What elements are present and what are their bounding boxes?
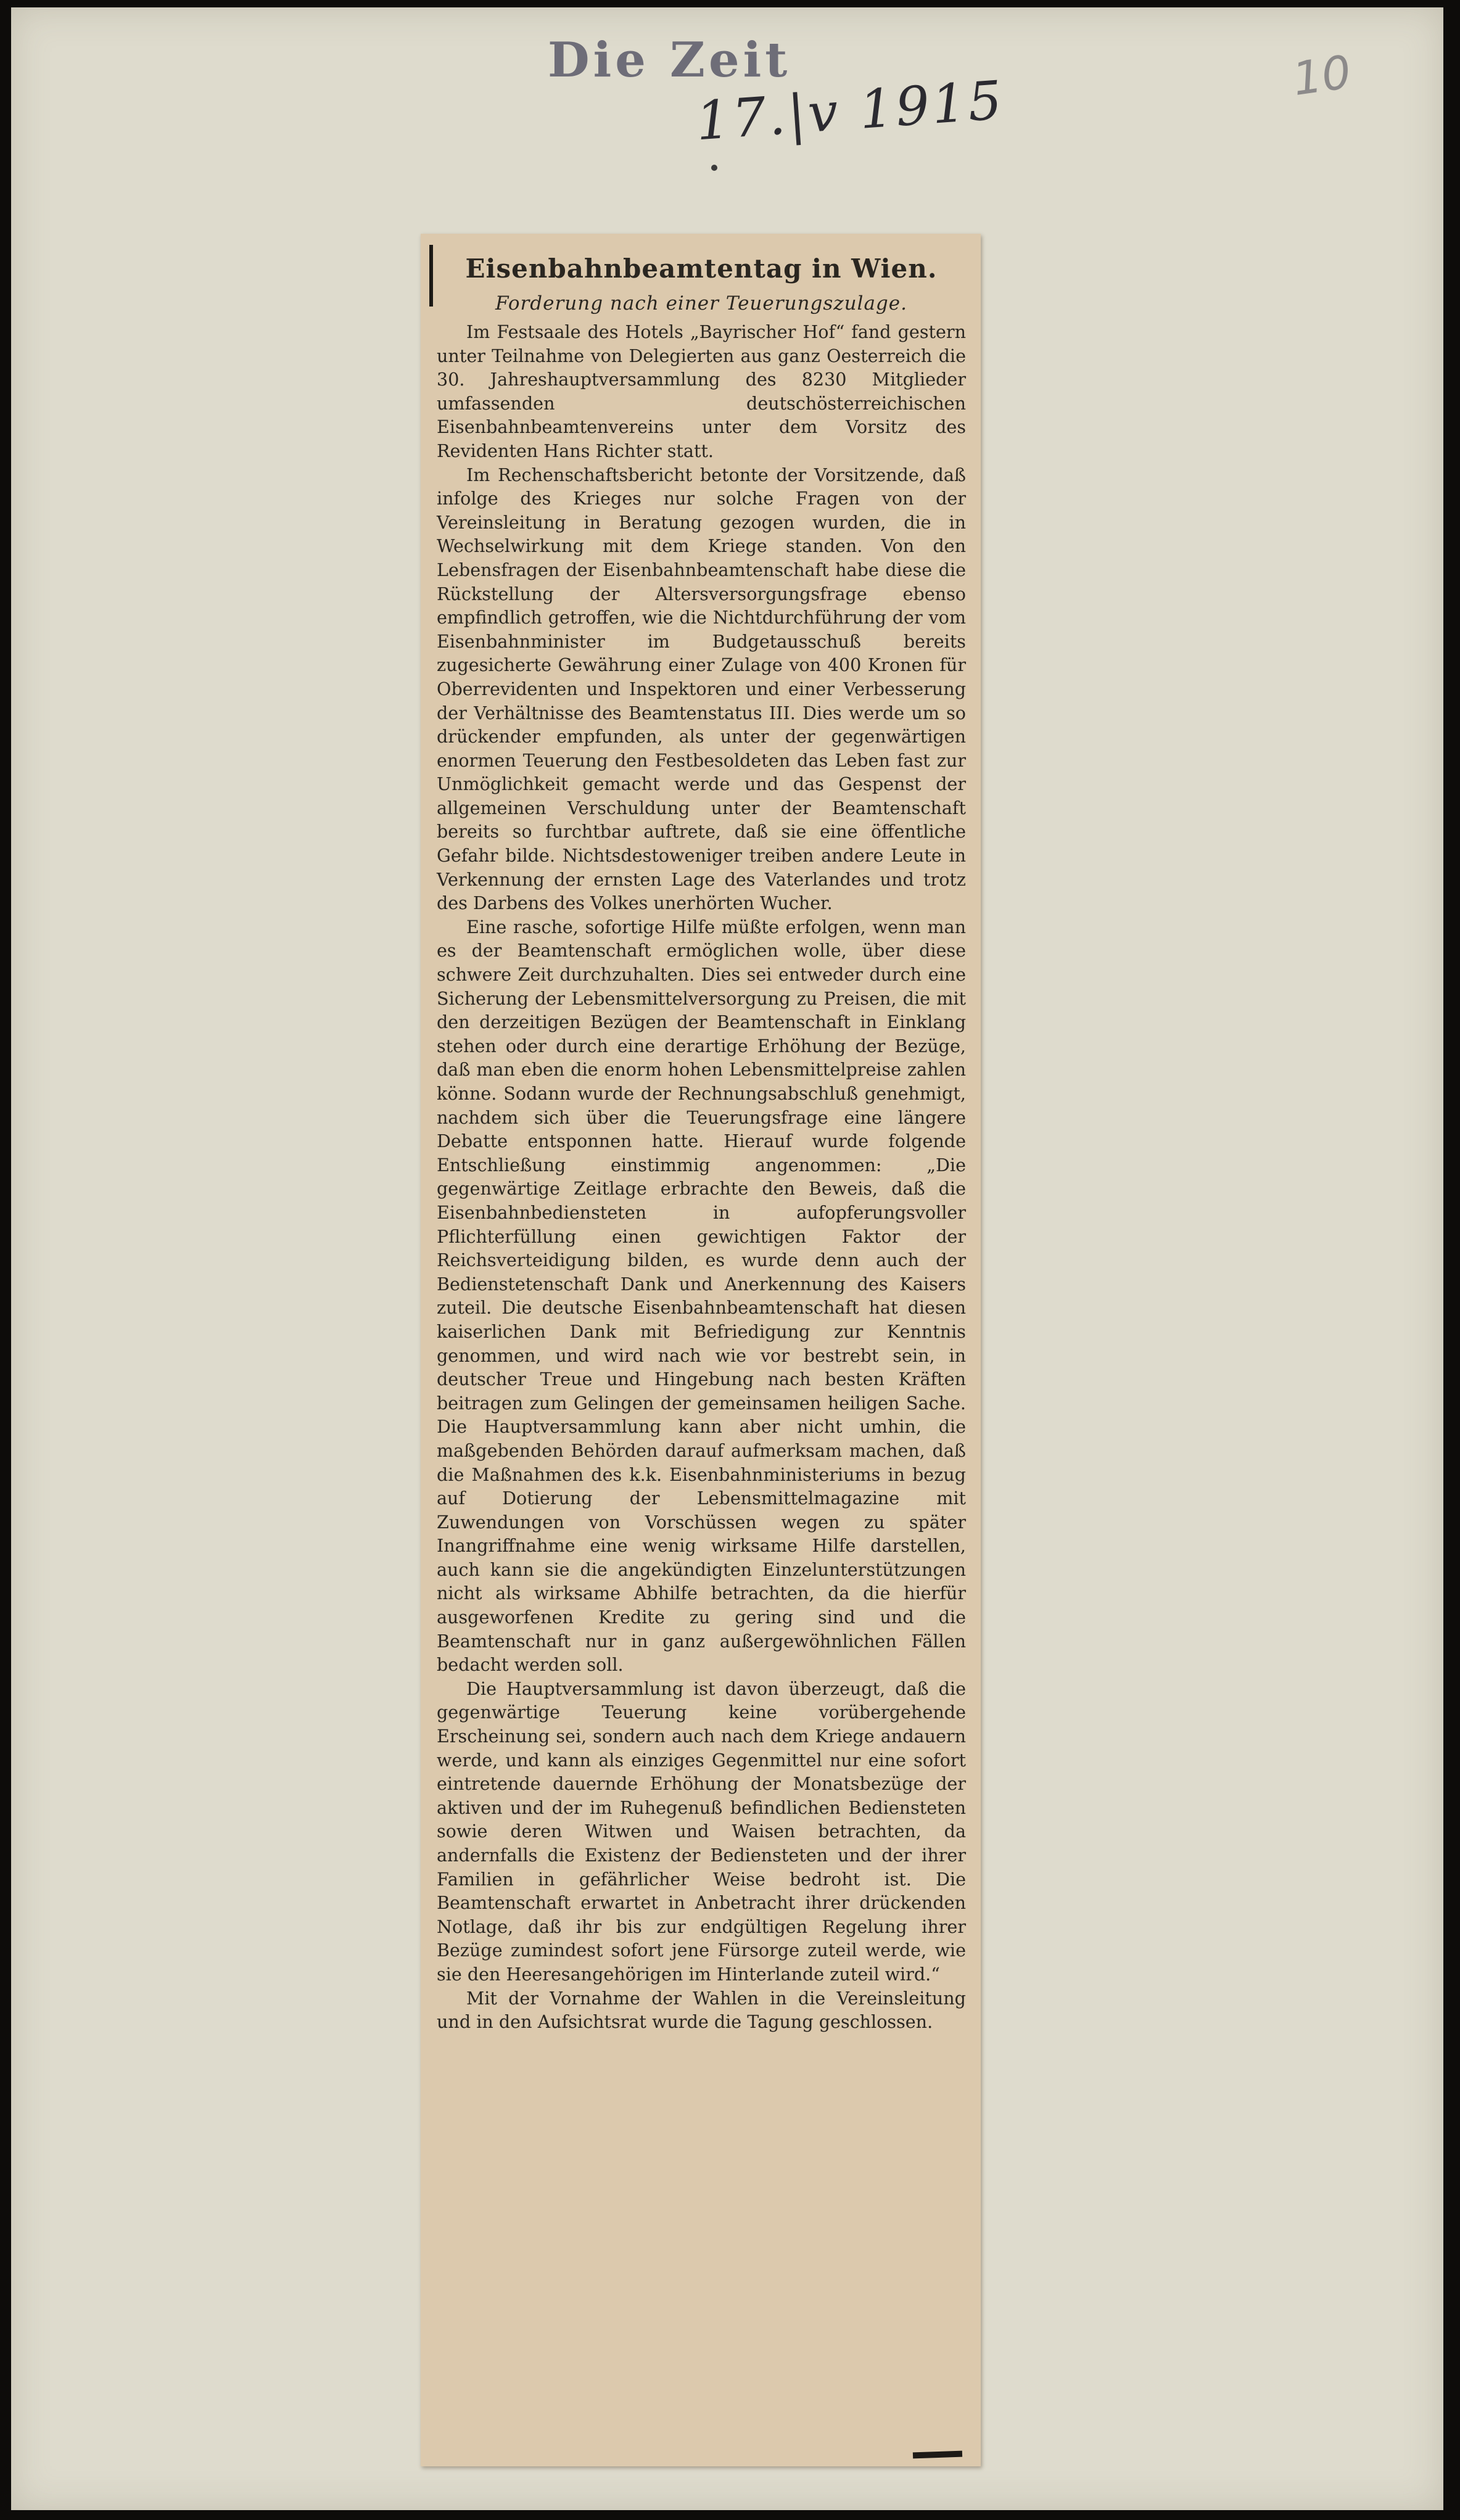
newspaper-clipping	[421, 234, 981, 2466]
page-number: 10	[1289, 45, 1355, 107]
article-paragraph: Im Rechenschaftsbericht betonte der Vorsitzende, daß infolge des Krieges nur solche Fragen von der Vereinsleitung in Beratung gezogen wurden, die in Wechselwirkung mit dem Kriege standen. Von den Lebensfragen der Eisenbahnbeamtenschaft habe diese die Rückstellung der Altersversorgungsfrage ebenso empfindlich getroffen, wie die Nichtdurchführung der vom Eisenbahnminister im Budgetausschuß bereits zugesicherte Gewährung einer Zulage von 400 Kronen für Oberrevidenten und Inspektoren und einer Verbesserung der Verhältnisse des Beamtenstatus III. Dies werde um so drückender empfunden, als unter der gegenwärtigen enormen Teuerung den Festbesoldeten das Leben fast zur Unmöglichkeit gemacht werde und das Gespenst der allgemeinen Verschuldung unter der Beamtenschaft bereits so furchtbar auftrete, daß sie eine öffentliche Gefahr bilde. Nichtsdestoweniger treiben andere Leute in Verkennung der ernsten Lage des Vaterlandes und trotz des Darbens des Volkes unerhörten Wucher.	[437, 464, 966, 914]
handwritten-date: 17.|v 1915	[694, 69, 1007, 153]
article-paragraph: Im Festsaale des Hotels „Bayrischer Hof“ fand gestern unter Teilnahme von Delegierten aus ganz Oesterreich die 30. Jahreshauptversammlung des 8230 Mitglieder umfassenden deutschösterreichischen Eisenbahnbeamtenvereins unter dem Vorsitz des Revidenten Hans Richter statt.	[437, 321, 966, 461]
article-paragraph: Eine rasche, sofortige Hilfe müßte erfolgen, wenn man es der Beamtenschaft ermöglichen wolle, über diese schwere Zeit durchzuhalten. Dies sei entweder durch eine Sicherung der Lebensmittelversorgung zu Preisen, die mit den derzeitigen Bezügen der Beamtenschaft in Einklang stehen oder durch eine derartige Erhöhung der Bezüge, daß man eben die enorm hohen Lebensmittelpreise zahlen könne. Sodann wurde der Rechnungsabschluß genehmigt, nachdem sich über die Teuerungsfrage eine längere Debatte entsponnen hatte. Hierauf wurde folgende Entschließung einstimmig angenommen: „Die gegenwärtige Zeitlage erbrachte den Beweis, daß die Eisenbahnbediensteten in aufopferungsvoller Pflichterfüllung einen gewichtigen Faktor der Reichsverteidigung bilden, es wurde denn auch der Bedienstetenschaft Dank und Anerkennung des Kaisers zuteil. Die deutsche Eisenbahnbeamtenschaft hat diesen kaiserlichen Dank mit Befriedigung zur Kenntnis genommen, und wird nach wie vor bestrebt sein, in deutscher Treue und Hingebung nach besten Kräften beitragen zum Gelingen der gemeinsamen heiligen Sache. Die Hauptversammlung kann aber nicht umhin, die maßgebenden Behörden darauf aufmerksam machen, daß die Maßnahmen des k.k. Eisenbahnministeriums in bezug auf Dotierung der Lebensmittelmagazine mit Zuwendungen von Vorschüssen wegen zu später Inangriffnahme eine wenig wirksame Hilfe darstellen, auch kann sie die angekündigten Einzelunterstützungen nicht als wirksame Abhilfe betrachten, da die hierfür ausgeworfenen Kredite zu gering sind und die Beamtenschaft nur in ganz außergewöhnlichen Fällen bedacht werden soll.	[437, 916, 966, 1676]
newspaper-masthead-stamp: Die Zeit	[548, 32, 791, 88]
article-body	[437, 320, 966, 2034]
archive-sheet	[11, 7, 1443, 2510]
article-headline: Eisenbahnbeamtentag in Wien.	[465, 253, 938, 284]
article-paragraph: Mit der Vornahme der Wahlen in die Vereinsleitung und in den Aufsichtsrat wurde die Tagung geschlossen.	[437, 1987, 966, 2033]
article-subheadline: Forderung nach einer Teuerungszulage.	[495, 292, 907, 315]
clipping-edge-mark	[429, 245, 433, 307]
clipping-end-mark	[913, 2451, 962, 2459]
ink-dot	[711, 165, 717, 171]
article-paragraph: Die Hauptversammlung ist davon überzeugt, daß die gegenwärtige Teuerung keine vorübergehende Erscheinung sei, sondern auch nach dem Kriege andauern werde, und kann als einziges Gegenmittel nur eine sofort eintretende dauernde Erhöhung der Monatsbezüge der aktiven und der im Ruhegenuß befindlichen Bediensteten sowie deren Witwen und Waisen betrachten, da andernfalls die Existenz der Bediensteten und der ihrer Familien in gefährlicher Weise bedroht ist. Die Beamtenschaft erwartet in Anbetracht ihrer drückenden Notlage, daß ihr bis zur endgültigen Regelung ihrer Bezüge zumindest sofort jene Fürsorge zuteil werde, wie sie den Heeresangehörigen im Hinterlande zuteil wird.“	[437, 1678, 966, 1985]
